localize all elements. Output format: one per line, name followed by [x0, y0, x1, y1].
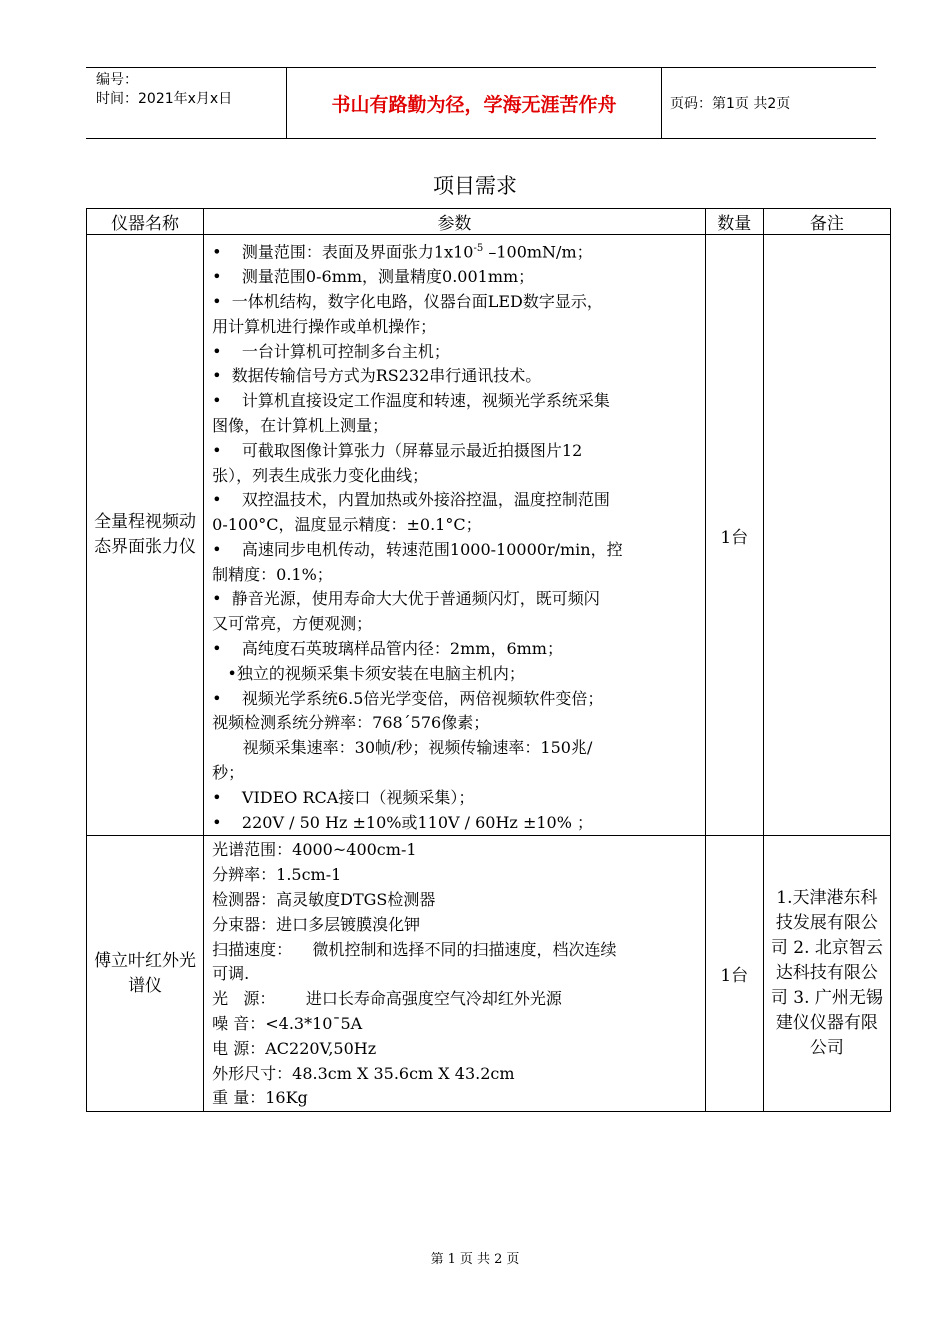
param-line: 扫描速度： 微机控制和选择不同的扫描速度，档次连续 [212, 939, 617, 959]
param-line: 可调. [212, 964, 250, 984]
page-title: 项目需求 [433, 174, 517, 198]
param-line: 视频检测系统分辨率：768´576像素； [212, 713, 490, 733]
param-line: 又可常亮，方便观测； [212, 614, 373, 634]
header-motto: 书山有路勤为径，学海无涯苦作舟 [286, 68, 662, 138]
param-line: 视频采集速率：30帧/秒；视频传输速率：150兆/ [212, 738, 593, 758]
param-line: 0-100°C，温度显示精度：±0.1°C； [212, 515, 482, 535]
param-line: • 可截取图像计算张力（屏幕显示最近拍摄图片12 [212, 440, 583, 460]
instrument-name: 全量程视频动态界面张力仪 [87, 235, 204, 836]
instrument-name: 傅立叶红外光谱仪 [87, 836, 204, 1112]
param-lines [212, 265, 699, 835]
instrument-note: 1.天津港东科技发展有限公司 2. 北京智云达科技有限公司 3. 广州无锡建仪仪器有限公司 [763, 836, 890, 1112]
header-name: 仪器名称 [87, 209, 204, 235]
header-params: 参数 [204, 209, 706, 235]
table-row [87, 235, 891, 836]
param-line: 制精度：0.1%； [212, 564, 333, 584]
param-line: 分辨率：1.5cm-1 [212, 865, 342, 885]
param-lines [212, 838, 699, 1111]
requirements-table [86, 208, 891, 1112]
param-line: • VIDEO RCA接口（视频采集）； [212, 787, 475, 807]
header-meta [86, 68, 286, 138]
param-line: • 静音光源，使用寿命大大优于普通频闪灯，既可频闪 [212, 589, 600, 609]
param-line: • 一体机结构，数字化电路，仪器台面LED数字显示， [212, 291, 603, 311]
param-line: 外形尺寸：48.3cm X 35.6cm X 43.2cm [212, 1063, 515, 1083]
param-line: 检测器：高灵敏度DTGS检测器 [212, 890, 436, 910]
page-footer: 第 1 页 共 2 页 [430, 1252, 520, 1267]
param-line: • 测量范围0-6mm，测量精度0.001mm； [212, 267, 535, 287]
instrument-qty: 1台 [705, 836, 763, 1112]
param-line: 张），列表生成张力变化曲线； [212, 465, 429, 485]
param-line: 电 源：AC220V,50Hz [212, 1038, 377, 1058]
instrument-qty: 1台 [705, 235, 763, 836]
param-line: • 220V / 50 Hz ±10%或110V / 60Hz ±10% ； [212, 812, 594, 832]
table-row [87, 836, 891, 1112]
param-line: 光 源： 进口长寿命高强度空气冷却红外光源 [212, 989, 562, 1009]
exponent: -5 [473, 243, 484, 254]
table-header-row [87, 209, 891, 235]
instrument-note [763, 235, 890, 836]
param-line: 分束器：进口多层镀膜溴化钾 [212, 914, 421, 934]
param-line: 秒； [212, 763, 245, 783]
param-line: • 测量范围：表面及界面张力$1x10^{-5}$ –100mN/m； [212, 242, 593, 262]
header-page: 页码：第1页 共2页 [670, 96, 791, 112]
param-line: 噪 音：<4.3*10ˉ5A [212, 1014, 363, 1034]
param-line: 光谱范围：4000~400cm-1 [212, 840, 417, 860]
document-header [86, 67, 876, 139]
param-line: 用计算机进行操作或单机操作； [212, 316, 437, 336]
param-line: • 计算机直接设定工作温度和转速，视频光学系统采集 [212, 391, 610, 411]
param-line: • 视频光学系统6.5倍光学变倍，两倍视频软件变倍； [212, 688, 604, 708]
header-time: 时间：2021年x月x日 [96, 91, 233, 107]
header-qty: 数量 [705, 209, 763, 235]
param-line: • 双控温技术，内置加热或外接浴控温，温度控制范围 [212, 490, 610, 510]
param-line: • 数据传输信号方式为RS232串行通讯技术。 [212, 366, 542, 386]
instrument-params [204, 836, 706, 1112]
param-line: 图像，在计算机上测量； [212, 415, 389, 435]
param-line: 重 量：16Kg [212, 1088, 308, 1108]
header-number: 编号： [96, 72, 138, 88]
param-line: •独立的视频采集卡须安装在电脑主机内； [212, 663, 525, 683]
header-note: 备注 [763, 209, 890, 235]
instrument-params [204, 235, 706, 836]
param-line: • 高速同步电机传动，转速范围1000-10000r/min，控 [212, 539, 623, 559]
param-line: • 高纯度石英玻璃样品管内径：2mm，6mm； [212, 639, 563, 659]
param-line: • 一台计算机可控制多台主机； [212, 341, 450, 361]
